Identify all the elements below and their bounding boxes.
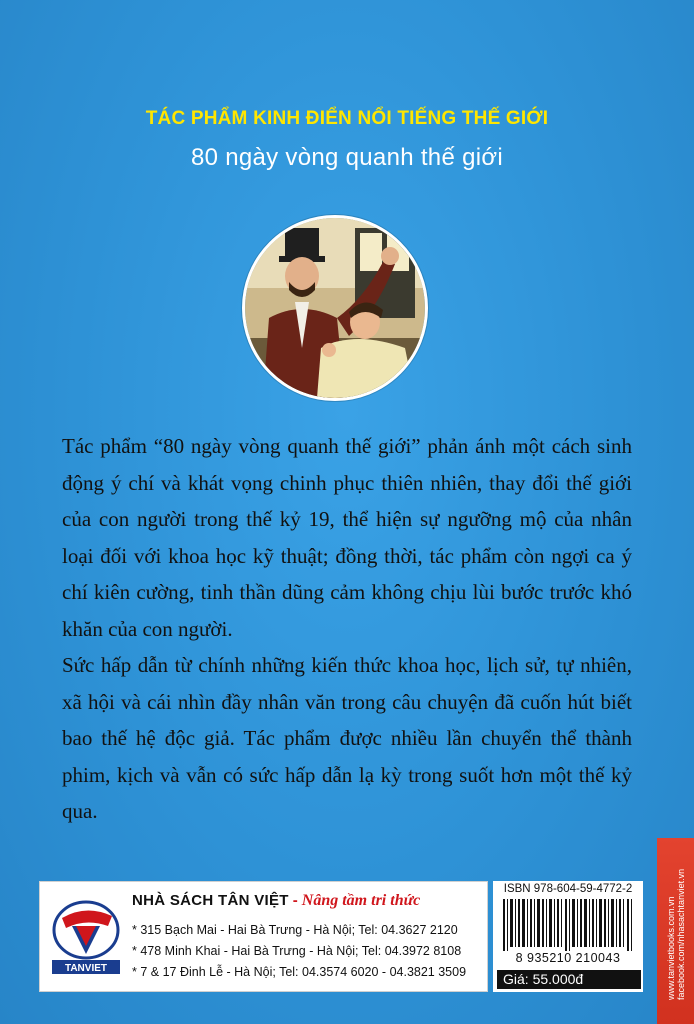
barcode-block <box>493 881 643 992</box>
address-item: * 315 Bạch Mai - Hai Bà Trưng - Hà Nội; Tel: 04.3627 2120 <box>132 923 458 937</box>
tanviet-logo-icon <box>50 896 122 976</box>
publisher-slogan: Nâng tầm tri thức <box>301 892 421 909</box>
website-text: www.tanvietbooks.com.vn <box>666 896 676 1000</box>
series-title: TÁC PHẨM KINH ĐIỂN NỔI TIẾNG THẾ GIỚI <box>145 108 549 129</box>
cover-illustration <box>242 215 428 401</box>
address-item: * 478 Minh Khai - Hai Bà Trưng - Hà Nội; Tel: 04.3972 8108 <box>132 944 462 958</box>
side-strip-text <box>666 869 686 1000</box>
description-paragraph: Tác phẩm “80 ngày vòng quanh thế giới” phản ánh một cách sinh động ý chí và khát vọng chinh phục thiên nhiên, thay đổi thế giới của con người trong thế kỷ 19, thể hiện sự ngưỡng mộ của nhân loại đối với khoa học kỹ thuật; đồng thời, tác phẩm còn ngợi ca ý chí kiên cường, tinh thần dũng cảm không chịu lùi bước trước khó khăn của con người. <box>62 434 632 641</box>
publisher-dash: - <box>292 892 298 909</box>
tanviet-logo <box>50 896 122 976</box>
barcode-number: 8 935210 210043 <box>515 951 621 965</box>
description <box>62 428 632 830</box>
publisher-name: NHÀ SÁCH TÂN VIỆT <box>132 892 289 909</box>
isbn: ISBN 978-604-59-4772-2 <box>503 883 633 895</box>
illustration-image <box>245 218 425 398</box>
book-title: 80 ngày vòng quanh thế giới <box>190 144 504 171</box>
address-item: * 7 & 17 Đinh Lễ - Hà Nội; Tel: 04.3574 6020 - 04.3821 3509 <box>132 965 467 979</box>
barcode-icon <box>501 899 635 951</box>
publisher-header <box>132 892 420 910</box>
publisher-info <box>39 881 488 992</box>
price-label: Giá: 55.000đ <box>497 970 641 989</box>
description-paragraph: Sức hấp dẫn từ chính những kiến thức khoa học, lịch sử, tự nhiên, xã hội và cái nhìn đầy nhân văn trong câu chuyện đã cuốn hút biết bao thế hệ độc giả. Tác phẩm được nhiều lần chuyển thể thành phim, kịch và vẫn có sức hấp dẫn lạ kỳ trong suốt hơn một thế kỷ qua. <box>62 653 632 823</box>
address-list <box>132 920 466 983</box>
logo-text: TANVIET <box>64 963 108 974</box>
facebook-text: facebook.com/nhasachtanviet.vn <box>676 868 686 1000</box>
